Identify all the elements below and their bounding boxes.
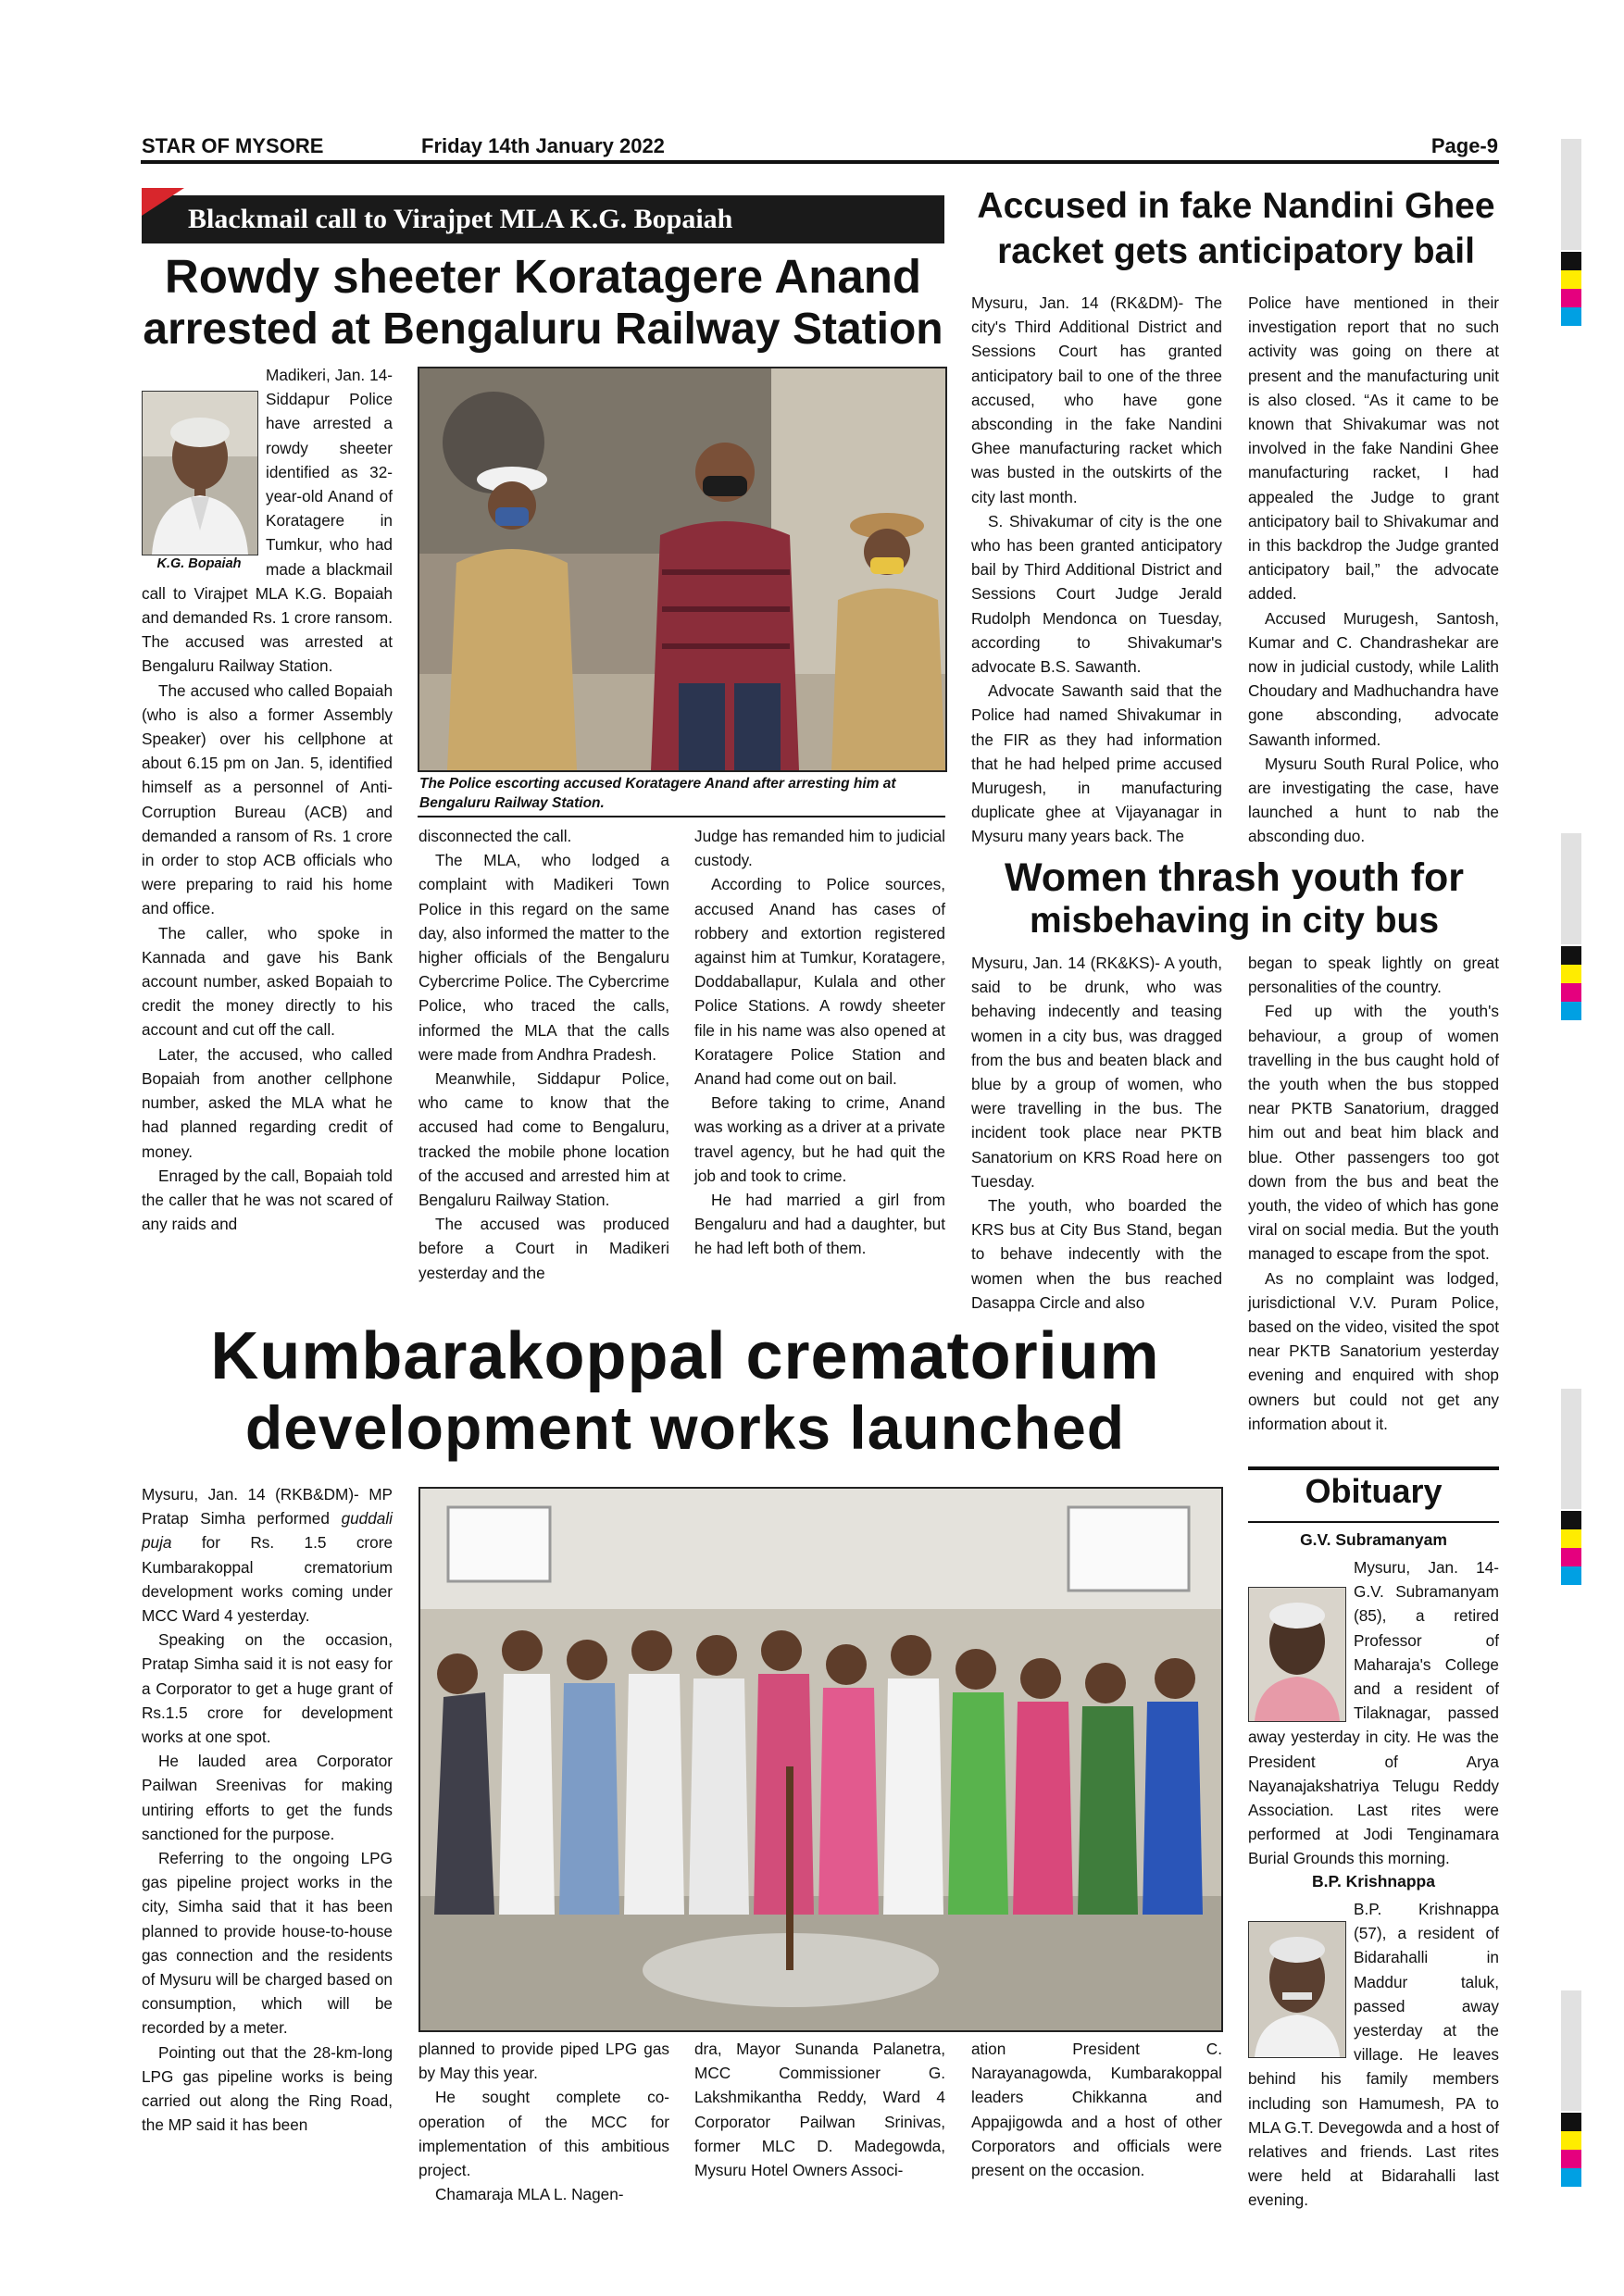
story3-headline-line1: Women thrash youth for [1004, 855, 1465, 900]
story2-col2-start: Police have mentioned in their investigation report that no such activity was going on there at present and the manufacturing unit is also closed. “As it came to be known that Shivakumar was not involved in the fake Nandini Ghee manufacturing racket, I had appealed the Judge to grant anticipatory bail to Shivakumar and in this backdrop the Judge granted anticipatory bail,” the advocate added. [1248, 293, 1499, 604]
story1-column-3 [694, 824, 945, 1316]
police-photo-caption: The Police escorting accused Koratagere Anand after arresting him at Bengaluru Railway Station. [419, 776, 896, 811]
story4-lead-a: Mysuru, Jan. 14 (RKB&DM)- MP Pratap Simha performed [142, 1485, 393, 1529]
story3-headline-line2: misbehaving in city bus [1029, 901, 1440, 941]
margin-bar-4 [1561, 1990, 1581, 2111]
story1-headline-line2: arrested at Bengaluru Railway Station [143, 305, 943, 354]
reg-cyan-2 [1561, 1002, 1581, 1020]
reg-black-4 [1561, 2113, 1581, 2131]
obituary-heading: Obituary [1305, 1472, 1443, 1510]
story2-col1-p1: Mysuru, Jan. 14 (RK&DM)- The city's Third Additional District and Sessions Court has granted anticipatory bail to one of the three accused, who have gone absconding in the fake Nandini Ghee manufacturing racket which was busted in the outskirts of the city last month. [971, 293, 1222, 506]
story4-lead-b: for Rs. 1.5 crore Kumbarakoppal crematorium development works coming under MCC Ward 4 yesterday. [142, 1533, 393, 1626]
story4-col4-start: ation President C. Narayanagowda, Kumbarakoppal leaders Chikkanna and Appajigowda and a host of other Corporators and officials were present on the occasion. [971, 2040, 1222, 2180]
police-escort-image [419, 368, 945, 770]
crematorium-event-image [420, 1489, 1221, 2030]
reg-black-2 [1561, 946, 1581, 965]
story1-headline-line1: Rowdy sheeter Koratagere Anand [164, 250, 922, 303]
story1-col2-p2: Meanwhile, Siddapur Police, who came to know that the accused had come to Bengaluru, tracked the mobile phone location of the accused and arrested him at Bengaluru Railway Station. [418, 1069, 669, 1210]
story1-col2-p1: The MLA, who lodged a complaint with Madikeri Town Police in this regard on the same day, also informed the matter to the higher officials of the Bengaluru Cybercrime Police. The Cybercrime Police, who traced the calls, informed the MLA that the calls were made from Andhra Pradesh. [418, 851, 669, 1064]
obit2-name: B.P. Krishnappa [1312, 1872, 1435, 1890]
story4-col2-p1: He sought complete co-operation of the MCC for implementation of this ambitious project. [418, 2088, 669, 2180]
story1-col1-p4: Enraged by the call, Bopaiah told the caller that he was not scared of any raids and [142, 1166, 393, 1234]
issue-date: Friday 14th January 2022 [421, 134, 665, 157]
obituary-top-rule [1248, 1466, 1499, 1470]
police-escort-photo [418, 367, 947, 772]
reg-black-1 [1561, 252, 1581, 270]
obit2-paragraph: B.P. Krishnappa (57), a resident of Bidarahalli in Maddur taluk, passed away yesterday at the village. He leaves behind his family members including son Hamumesh, PA to MLA G.T. Devegowda and a host of relatives and friends. Last rites were held at Bidarahalli last evening. [1248, 1900, 1499, 2210]
story3-column-2 [1248, 951, 1499, 1462]
obit1-text [1248, 1555, 1499, 1872]
story4-col1-p2: He lauded area Corporator Pailwan Sreenivas for making untiring efforts to get the funds sanctioned for the purpose. [142, 1752, 393, 1843]
story2-headline-line1: Accused in fake Nandini Ghee [977, 186, 1495, 226]
story4-headline-line2: development works launched [244, 1393, 1126, 1462]
obituary-bottom-rule [1248, 1521, 1499, 1523]
bopaiah-photo [142, 391, 258, 555]
story2-col1-p2: S. Shivakumar of city is the one who has been granted anticipatory bail by Third Additional District and Sessions Court Judge Jerald Rudolph Mendonca on Tuesday, according to Shivakumar's advocate B.S. Sawanth. [971, 511, 1222, 677]
story1-col3-p1: According to Police sources, accused Anand has cases of robbery and extortion registered against him at Tumkur, Koratagere, Doddaballapur, Kulala and other Police Stations. A rowdy sheeter file in his name was also opened at Koratagere Police Station and Anand had come out on bail. [694, 875, 945, 1089]
story4-col2-start: planned to provide piped LPG gas by May this year. [418, 2040, 669, 2083]
story1-col3-p2: Before taking to crime, Anand was working as a driver at a private travel agency, but he had quit the job and took to crime. [694, 1093, 945, 1185]
page-number: Page-9 [1430, 134, 1498, 157]
story1-col2-p3: The accused was produced before a Court in Madikeri yesterday and the [418, 1215, 669, 1282]
obit1-name: G.V. Subramanyam [1300, 1530, 1447, 1549]
margin-bar-3 [1561, 1389, 1581, 1509]
story1-column-1 [142, 363, 393, 1316]
portrait-caption: K.G. Bopaiah [156, 556, 242, 571]
crematorium-event-photo [418, 1487, 1223, 2032]
story4-column-4 [971, 2037, 1222, 2185]
story4-column-1 [142, 1482, 393, 2186]
reg-black-3 [1561, 1511, 1581, 1529]
story2-column-1 [971, 291, 1222, 852]
margin-bar-1 [1561, 139, 1581, 250]
masthead-rule [141, 160, 1499, 164]
story2-col1-p3: Advocate Sawanth said that the Police had named Shivakumar in the FIR as they had information that he had helped prime accused Murugesh, in manufacturing duplicate ghee at Vijayanagar in Mysuru many years back. The [971, 681, 1222, 846]
margin-bar-2 [1561, 833, 1581, 944]
story1-col1-p1: The accused who called Bopaiah (who is also a former Assembly Speaker) over his cellphone at about 6.15 pm on Jan. 5, identified himself as a personnel of Anti-Corruption Bureau (ACB) and demanded a ransom of Rs. 1 crore in order to stop ACB officials who were preparing to raid his home and office. [142, 680, 393, 918]
story1-col2-start: disconnected the call. [418, 827, 572, 845]
story1-column-2 [418, 824, 669, 1316]
story4-lead-em: guddali puja [142, 1509, 393, 1553]
reg-cyan-3 [1561, 1566, 1581, 1585]
story1-col1-p2: The caller, who spoke in Kannada and gave his Bank account number, asked Bopaiah to credit the money directly to his account and cut off the call. [142, 923, 393, 1040]
reg-magenta-3 [1561, 1548, 1581, 1566]
obit1-paragraph: Mysuru, Jan. 14- G.V. Subramanyam (85), a retired Professor of Maharaja's College and a resident of Tilaknagar, passed away yesterday in city. He was the President of Arya Nayanajakshatriya Telugu Reddy Association. Last rites were performed at Jodi Tenginamara Burial Grounds this morning. [1248, 1558, 1499, 1868]
story2-column-2 [1248, 291, 1499, 852]
reg-magenta-4 [1561, 2150, 1581, 2168]
story1-col3-p3: He had married a girl from Bengaluru and had a daughter, but he had left both of them. [694, 1191, 945, 1258]
reg-yellow-1 [1561, 270, 1581, 289]
story4-col1-p1: Speaking on the occasion, Pratap Simha said it is not easy for a Corporator to get a huge grant of Rs.1.5 crore for development works at one spot. [142, 1630, 393, 1747]
reg-magenta-2 [1561, 983, 1581, 1002]
reg-yellow-3 [1561, 1529, 1581, 1548]
story4-headline-line1: Kumbarakoppal crematorium [210, 1319, 1160, 1393]
story2-col2-p1: Accused Murugesh, Santosh, Kumar and C. Chandrashekar are now in judicial custody, while Lalith Choudary and Madhuchandra have gone absconding, advocate Sawanth informed. [1248, 608, 1499, 749]
krishnappa-portrait [1248, 1921, 1344, 2056]
subramanyam-photo [1248, 1587, 1346, 1722]
story3-col1-p1: Mysuru, Jan. 14 (RK&KS)- A youth, said to be drunk, who was behaving indecently and teasing women in a city bus, was dragged from the bus and beaten black and blue by a group of women, who were travelling in the bus. The incident took place near PKTB Sanatorium on KRS Road here on Tuesday. [971, 954, 1222, 1191]
story4-col2-p2: Chamaraja MLA L. Nagen- [435, 2185, 624, 2204]
reg-magenta-1 [1561, 289, 1581, 307]
krishnappa-photo [1248, 1921, 1346, 2058]
kicker-accent [142, 188, 184, 216]
obit2-text [1248, 1897, 1499, 2210]
caption-rule [418, 816, 945, 817]
story4-column-3 [694, 2037, 945, 2185]
reg-cyan-1 [1561, 307, 1581, 326]
story4-col3-start: dra, Mayor Sunanda Palanetra, MCC Commissioner G. Lakshmikantha Reddy, Ward 4 Corporator Pailwan Srinivas, former MLC D. Madegowda, Mysuru Hotel Owners Associ- [694, 2040, 945, 2180]
story3-column-1 [971, 951, 1222, 1316]
reg-cyan-4 [1561, 2168, 1581, 2187]
story2-headline-line2: racket gets anticipatory bail [997, 231, 1475, 271]
story3-col2-p2: As no complaint was lodged, jurisdictional V.V. Puram Police, based on the video, visited the spot near PKTB Sanatorium yesterday evening and enquired with shop owners but could not get any information about it. [1248, 1268, 1499, 1433]
story1-col1-p3: Later, the accused, who called Bopaiah from another cellphone number, asked the MLA what he had planned regarding credit of money. [142, 1044, 393, 1161]
reg-yellow-4 [1561, 2131, 1581, 2150]
paper-name: STAR OF MYSORE [142, 134, 324, 157]
story1-col3-start: Judge has remanded him to judicial custody. [694, 827, 945, 870]
story4-column-2 [418, 2037, 669, 2204]
reg-yellow-2 [1561, 965, 1581, 983]
kicker-text: Blackmail call to Virajpet MLA K.G. Bopaiah [188, 204, 733, 234]
story2-col2-p2: Mysuru South Rural Police, who are investigating the case, have launched a hunt to nab the absconding duo. [1248, 754, 1499, 846]
story4-lead [142, 1482, 393, 1628]
story3-col1-p2: The youth, who boarded the KRS bus at City Bus Stand, began to behave indecently with the women when the bus reached Dasappa Circle and also [971, 1196, 1222, 1312]
story3-col2-p1: Fed up with the youth's behaviour, a group of women travelling in the bus caught hold of the youth when the bus stopped near PKTB Sanatorium, dragged him out and beat him black and blue. Other passengers too got down from the bus and beat the youth, the video of which has gone viral on social media. But the youth managed to escape from the spot. [1248, 1002, 1499, 1264]
bopaiah-portrait [142, 363, 256, 571]
subramanyam-portrait [1248, 1587, 1344, 1720]
story1-lead: Madikeri, Jan. 14- Siddapur Police have arrested a rowdy sheeter identified as 32-year-old Anand of Koratagere in Tumkur, who had made a blackmail call to Virajpet MLA K.G. Bopaiah and demanded Rs. 1 crore ransom. The accused was arrested at Bengaluru Railway Station. [142, 366, 393, 676]
story4-col1-p3: Referring to the ongoing LPG gas pipeline project works in the city, Simha said that it has been planned to provide house-to-house gas connection and the residents of Mysuru will be charged based on consumption, which will be recorded by a meter. [142, 1849, 393, 2038]
story3-col2-start: began to speak lightly on great personalities of the country. [1248, 954, 1499, 997]
story4-col1-p4: Pointing out that the 28-km-long LPG gas pipeline works is being carried out along the Ring Road, the MP said it has been [142, 2042, 393, 2135]
